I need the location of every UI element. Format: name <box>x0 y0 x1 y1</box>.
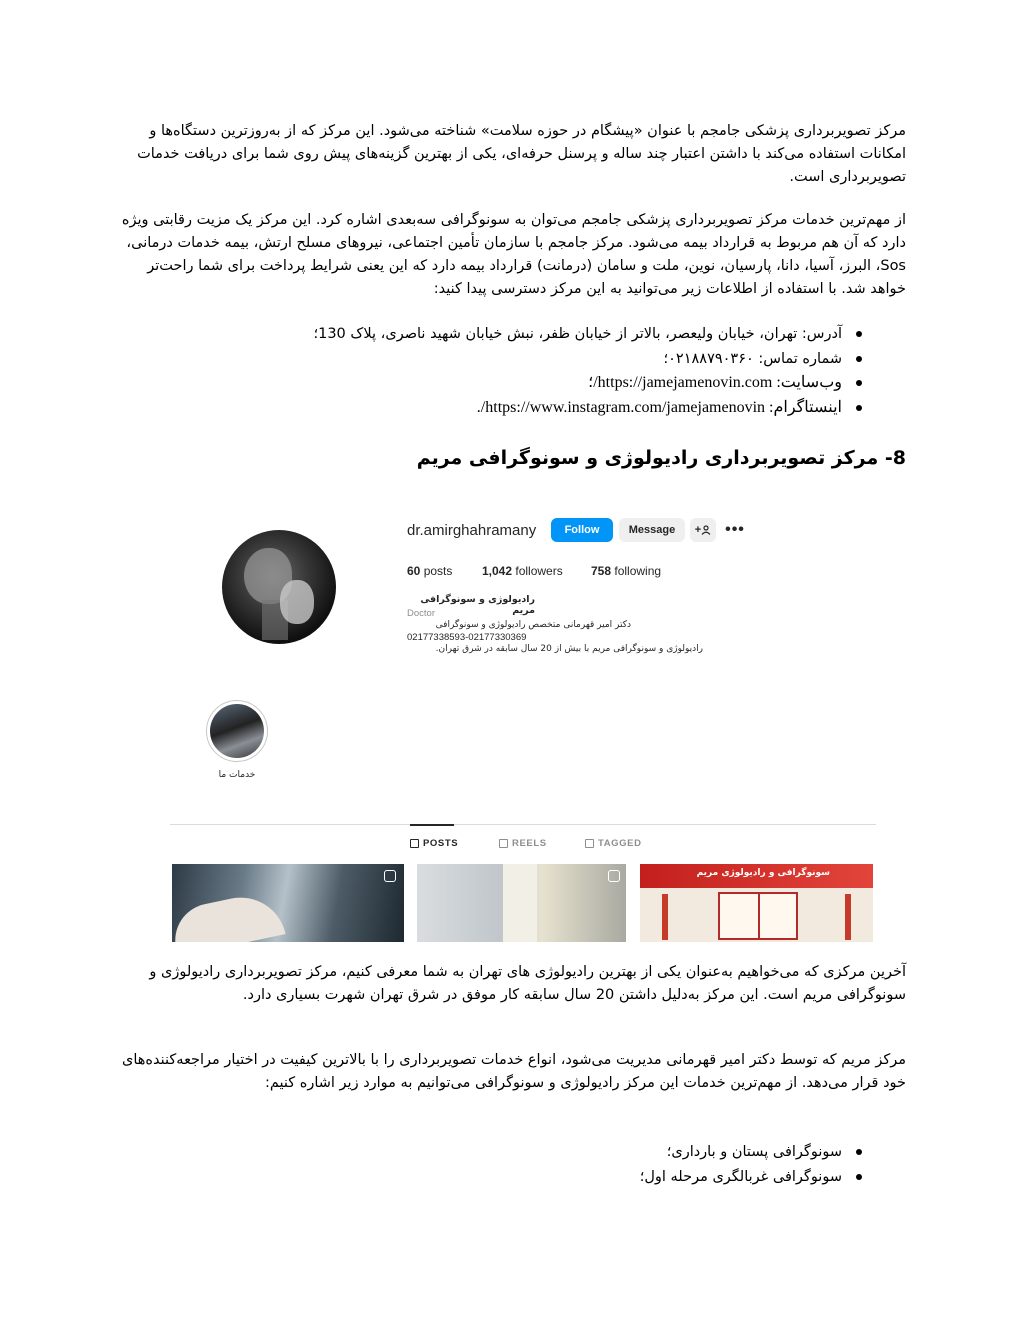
list-item: سونوگرافی غربالگری مرحله اول؛ <box>120 1165 844 1190</box>
grid-icon <box>410 839 419 848</box>
list-item-phone: شماره تماس: ۰۲۱۸۸۷۹۰۳۶۰؛ <box>120 347 844 372</box>
divider <box>170 824 876 825</box>
story-highlight[interactable] <box>206 700 268 762</box>
follow-button[interactable]: Follow <box>551 518 613 542</box>
bio-line: رادیولوژی و سونوگرافی مریم با بیش از 20 سال سابقه در شرق تهران. <box>435 644 703 654</box>
bio-line: دکتر امیر قهرمانی متخصص رادیولوژی و سونوگرافی <box>435 620 631 630</box>
intro-paragraph-jamejam: مرکز تصویربرداری پزشکی جامجم با عنوان «پیشگام در حوزه سلامت» شناخته می‌شود. این مرکز که از به‌روزترین دستگاه‌ها و امکانات استفاده می‌کند با داشتن اعتبار چند ساله و پرسنل حرفه‌ای، یکی از بهترین گزینه‌های پیش روی شما برای دریافت خدمات تصویربرداری است. <box>137 123 906 185</box>
profile-username: dr.amirghahramany <box>407 522 537 539</box>
profile-avatar[interactable] <box>222 530 336 644</box>
active-tab-indicator <box>410 824 454 826</box>
tab-tagged[interactable]: TAGGED <box>585 838 642 849</box>
post-thumbnail-nowruz[interactable] <box>640 864 873 942</box>
highlight-label: خدمات ما <box>218 770 256 780</box>
book-image <box>718 892 798 940</box>
intro-paragraph-maryam: آخرین مرکزی که می‌خواهیم به‌عنوان یکی از بهترین رادیولوژی های تهران به شما معرفی کنیم، مرکز تصویربرداری رادیولوژی و سونوگرافی مریم است. این مرکز به‌دلیل داشتن 20 سال سابقه کار موفق در شرق تهران شهرت بسیاری دارد. <box>149 964 906 1003</box>
reels-icon <box>499 839 508 848</box>
message-button[interactable]: Message <box>619 518 685 542</box>
person-icon <box>701 525 711 535</box>
posts-count: 60 posts <box>407 564 453 578</box>
add-user-icon[interactable]: + <box>690 518 716 542</box>
instagram-profile-screenshot <box>170 498 876 942</box>
tab-posts[interactable]: POSTS <box>410 838 458 849</box>
contact-info-list <box>120 322 844 420</box>
post-thumbnail-xray[interactable] <box>172 864 404 942</box>
bio-name: رادیولوژی و سونوگرافی مریم <box>420 594 535 616</box>
bio-phone: 02177338593-02177330369 <box>407 632 527 643</box>
bio-category: Doctor <box>407 608 435 619</box>
post-banner-text: سونوگرافی و رادیولوژی مریم <box>696 868 830 878</box>
list-item-instagram[interactable]: اینستاگرام: https://www.instagram.com/jamejamenovin/. <box>120 396 844 421</box>
following-count[interactable]: 758 following <box>591 564 662 578</box>
tab-reels[interactable]: REELS <box>499 838 547 849</box>
services-paragraph-maryam: مرکز مریم که توسط دکتر امیر قهرمانی مدیریت می‌شود، انواع خدمات تصویربرداری را با بالاترین کیفیت در اختیار مراجعه‌کننده‌های خود قرار می‌دهد. از مهم‌ترین خدمات این مرکز رادیولوژی و سونوگرافی می‌توانیم به موارد زیر اشاره کنیم: <box>122 1052 906 1091</box>
reel-icon <box>384 870 396 882</box>
tagged-icon <box>585 839 594 848</box>
list-item-website[interactable]: وب‌سایت: https://jamejamenovin.com/؛ <box>120 371 844 396</box>
services-list <box>120 1140 844 1189</box>
list-item-address: آدرس: تهران، خیابان ولیعصر، بالاتر از خیابان ظفر، نبش خیابان شهید ناصری، پلاک 130؛ <box>120 322 844 347</box>
more-options-icon[interactable]: ••• <box>725 521 745 538</box>
reel-icon <box>608 870 620 882</box>
list-item: سونوگرافی پستان و بارداری؛ <box>120 1140 844 1165</box>
section-heading-maryam-center: 8- مرکز تصویربرداری رادیولوژی و سونوگرافی مریم <box>416 447 906 469</box>
services-paragraph-jamejam: از مهم‌ترین خدمات مرکز تصویربرداری پزشکی جامجم می‌توان به سونوگرافی سه‌بعدی اشاره کرد. این مرکز یک مزیت رقابتی ویژه دارد که آن هم مربوط به قرارداد بیمه می‌شود. مرکز جامجم با سازمان تأمین اجتماعی، نیروهای مسلح ارتش، بیمه خدمات درمانی، Sos، البرز، آسیا، دانا، پارسیان، نوین، ملت و سامان (درمانت) قرارداد بیمه دارد که این یعنی شرایط پرداخت برای شما راحت‌تر خواهد شد. با استفاده از اطلاعات زیر می‌توانید به این مرکز دسترسی پیدا کنید: <box>121 212 906 297</box>
followers-count[interactable]: 1,042 followers <box>482 564 563 578</box>
profile-tabs <box>170 838 876 854</box>
post-thumbnail-device[interactable] <box>417 864 626 942</box>
